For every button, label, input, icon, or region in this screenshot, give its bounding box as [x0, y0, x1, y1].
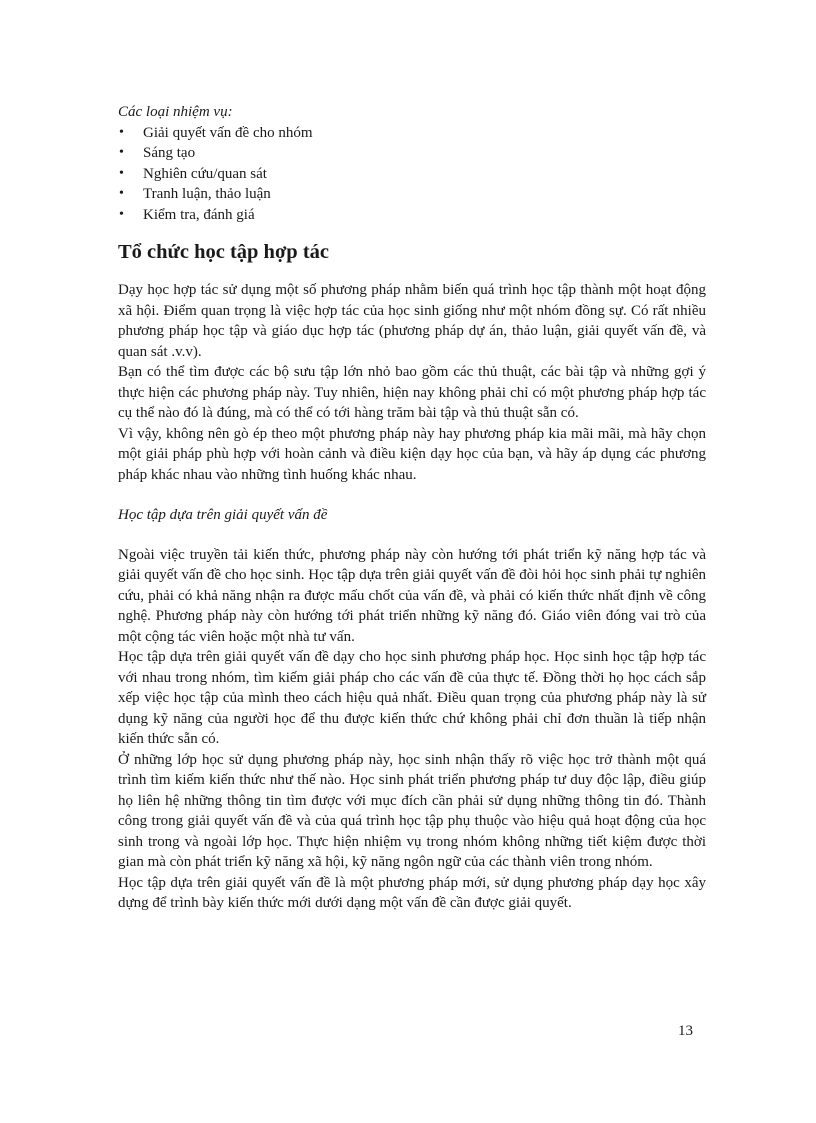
paragraph: Dạy học hợp tác sử dụng một số phương pháp nhằm biến quá trình học tập thành một hoạt động xã hội. Điểm quan trọng là việc hợp tác của học sinh giống như một nhóm đồng sự. Có rất nhiều phương pháp học tập và giáo dục hợp tác (phương pháp dự án, thảo luận, giải quyết vấn đề, và quan sát .v.v). — [118, 282, 706, 360]
subsection-body — [118, 545, 706, 914]
task-list-item — [118, 205, 706, 226]
paragraph: Bạn có thể tìm được các bộ sưu tập lớn nhỏ bao gồm các thủ thuật, các bài tập và những gợi ý thực hiện các phương pháp này. Tuy nhiên, hiện nay không phải chỉ có một phương pháp hợp tác cụ thể nào đó là đúng, mà có thể có tới hàng trăm bài tập và thủ thuật sẵn có. — [118, 364, 706, 421]
task-list — [118, 123, 706, 226]
section-title: Tổ chức học tập hợp tác — [118, 241, 330, 263]
paragraph: Vì vậy, không nên gò ép theo một phương pháp này hay phương pháp kia mãi mãi, mà hãy chọn một giải pháp phù hợp với hoàn cảnh và điều kiện dạy học của bạn, và hãy áp dụng các phương pháp khác nhau vào những tình huống khác nhau. — [118, 425, 706, 483]
paragraph: Ở những lớp học sử dụng phương pháp này, học sinh nhận thấy rõ việc học trở thành một quá trình tìm kiếm kiến thức như thế nào. Học sinh phát triển phương pháp tư duy độc lập, điều giúp họ liên hệ những thông tin tìm được với mục đích cần phải sử dụng những thông tin đó. Thành công trong giải quyết vấn đề và của quá trình học tập phụ thuộc vào hiệu quả hoạt động của học sinh trong và ngoài lớp học. Thực hiện nhiệm vụ trong nhóm không những tiết kiệm được thời gian mà còn phát triển kỹ năng xã hội, kỹ năng ngôn ngữ của các thành viên trong nhóm. — [118, 751, 706, 870]
task-list-item-text: Nghiên cứu/quan sát — [143, 165, 267, 182]
paragraph: Học tập dựa trên giải quyết vấn đề là một phương pháp mới, sử dụng phương pháp dạy học xây dựng để trình bày kiến thức mới dưới dạng một vấn đề cần được giải quyết. — [118, 874, 706, 911]
task-list-item — [118, 123, 706, 144]
section-body — [118, 280, 706, 485]
task-list-heading: Các loại nhiệm vụ: — [118, 104, 233, 120]
bullet-icon: • — [119, 206, 124, 222]
task-list-item — [118, 184, 706, 205]
bullet-icon: • — [119, 145, 124, 160]
task-list-item-text: Giải quyết vấn đề cho nhóm — [143, 124, 313, 141]
task-list-item-text: Sáng tạo — [143, 145, 196, 161]
task-list-item-text: Kiểm tra, đánh giá — [143, 206, 255, 223]
task-list-item — [118, 164, 706, 185]
bullet-icon: • — [119, 186, 124, 201]
task-list-item — [118, 143, 706, 164]
document-page — [118, 102, 706, 914]
paragraph: Ngoài việc truyền tải kiến thức, phương pháp này còn hướng tới phát triển kỹ năng hợp tác và giải quyết vấn đề cho học sinh. Học tập dựa trên giải quyết vấn đề đòi hỏi học sinh phải tự nghiên cứu, phải có khả năng nhận ra được mấu chốt của vấn đề, và phải có kiến thức nhất định về công nghệ. Phương pháp này còn hướng tới phát triển những kỹ năng đó. Giáo viên đóng vai trò của một cộng tác viên hoặc một nhà tư vấn. — [118, 546, 706, 645]
subsection-title: Học tập dựa trên giải quyết vấn đề — [118, 507, 328, 523]
bullet-icon: • — [119, 124, 124, 140]
task-list-item-text: Tranh luận, thảo luận — [143, 186, 271, 202]
bullet-icon: • — [119, 165, 124, 181]
paragraph: Học tập dựa trên giải quyết vấn đề dạy cho học sinh phương pháp học. Học sinh học tập hợp tác với nhau trong nhóm, tìm kiếm giải pháp cho các vấn đề của thực tế. Đồng thời họ học cách sắp xếp việc học tập của mình theo cách hiệu quả nhất. Điều quan trọng của phương pháp này là sử dụng kỹ năng của người học để thu được kiến thức chứ không phải chỉ đơn thuần là tiếp nhận kiến thức sẵn có. — [118, 649, 706, 747]
page-number: 13 — [678, 1023, 693, 1039]
